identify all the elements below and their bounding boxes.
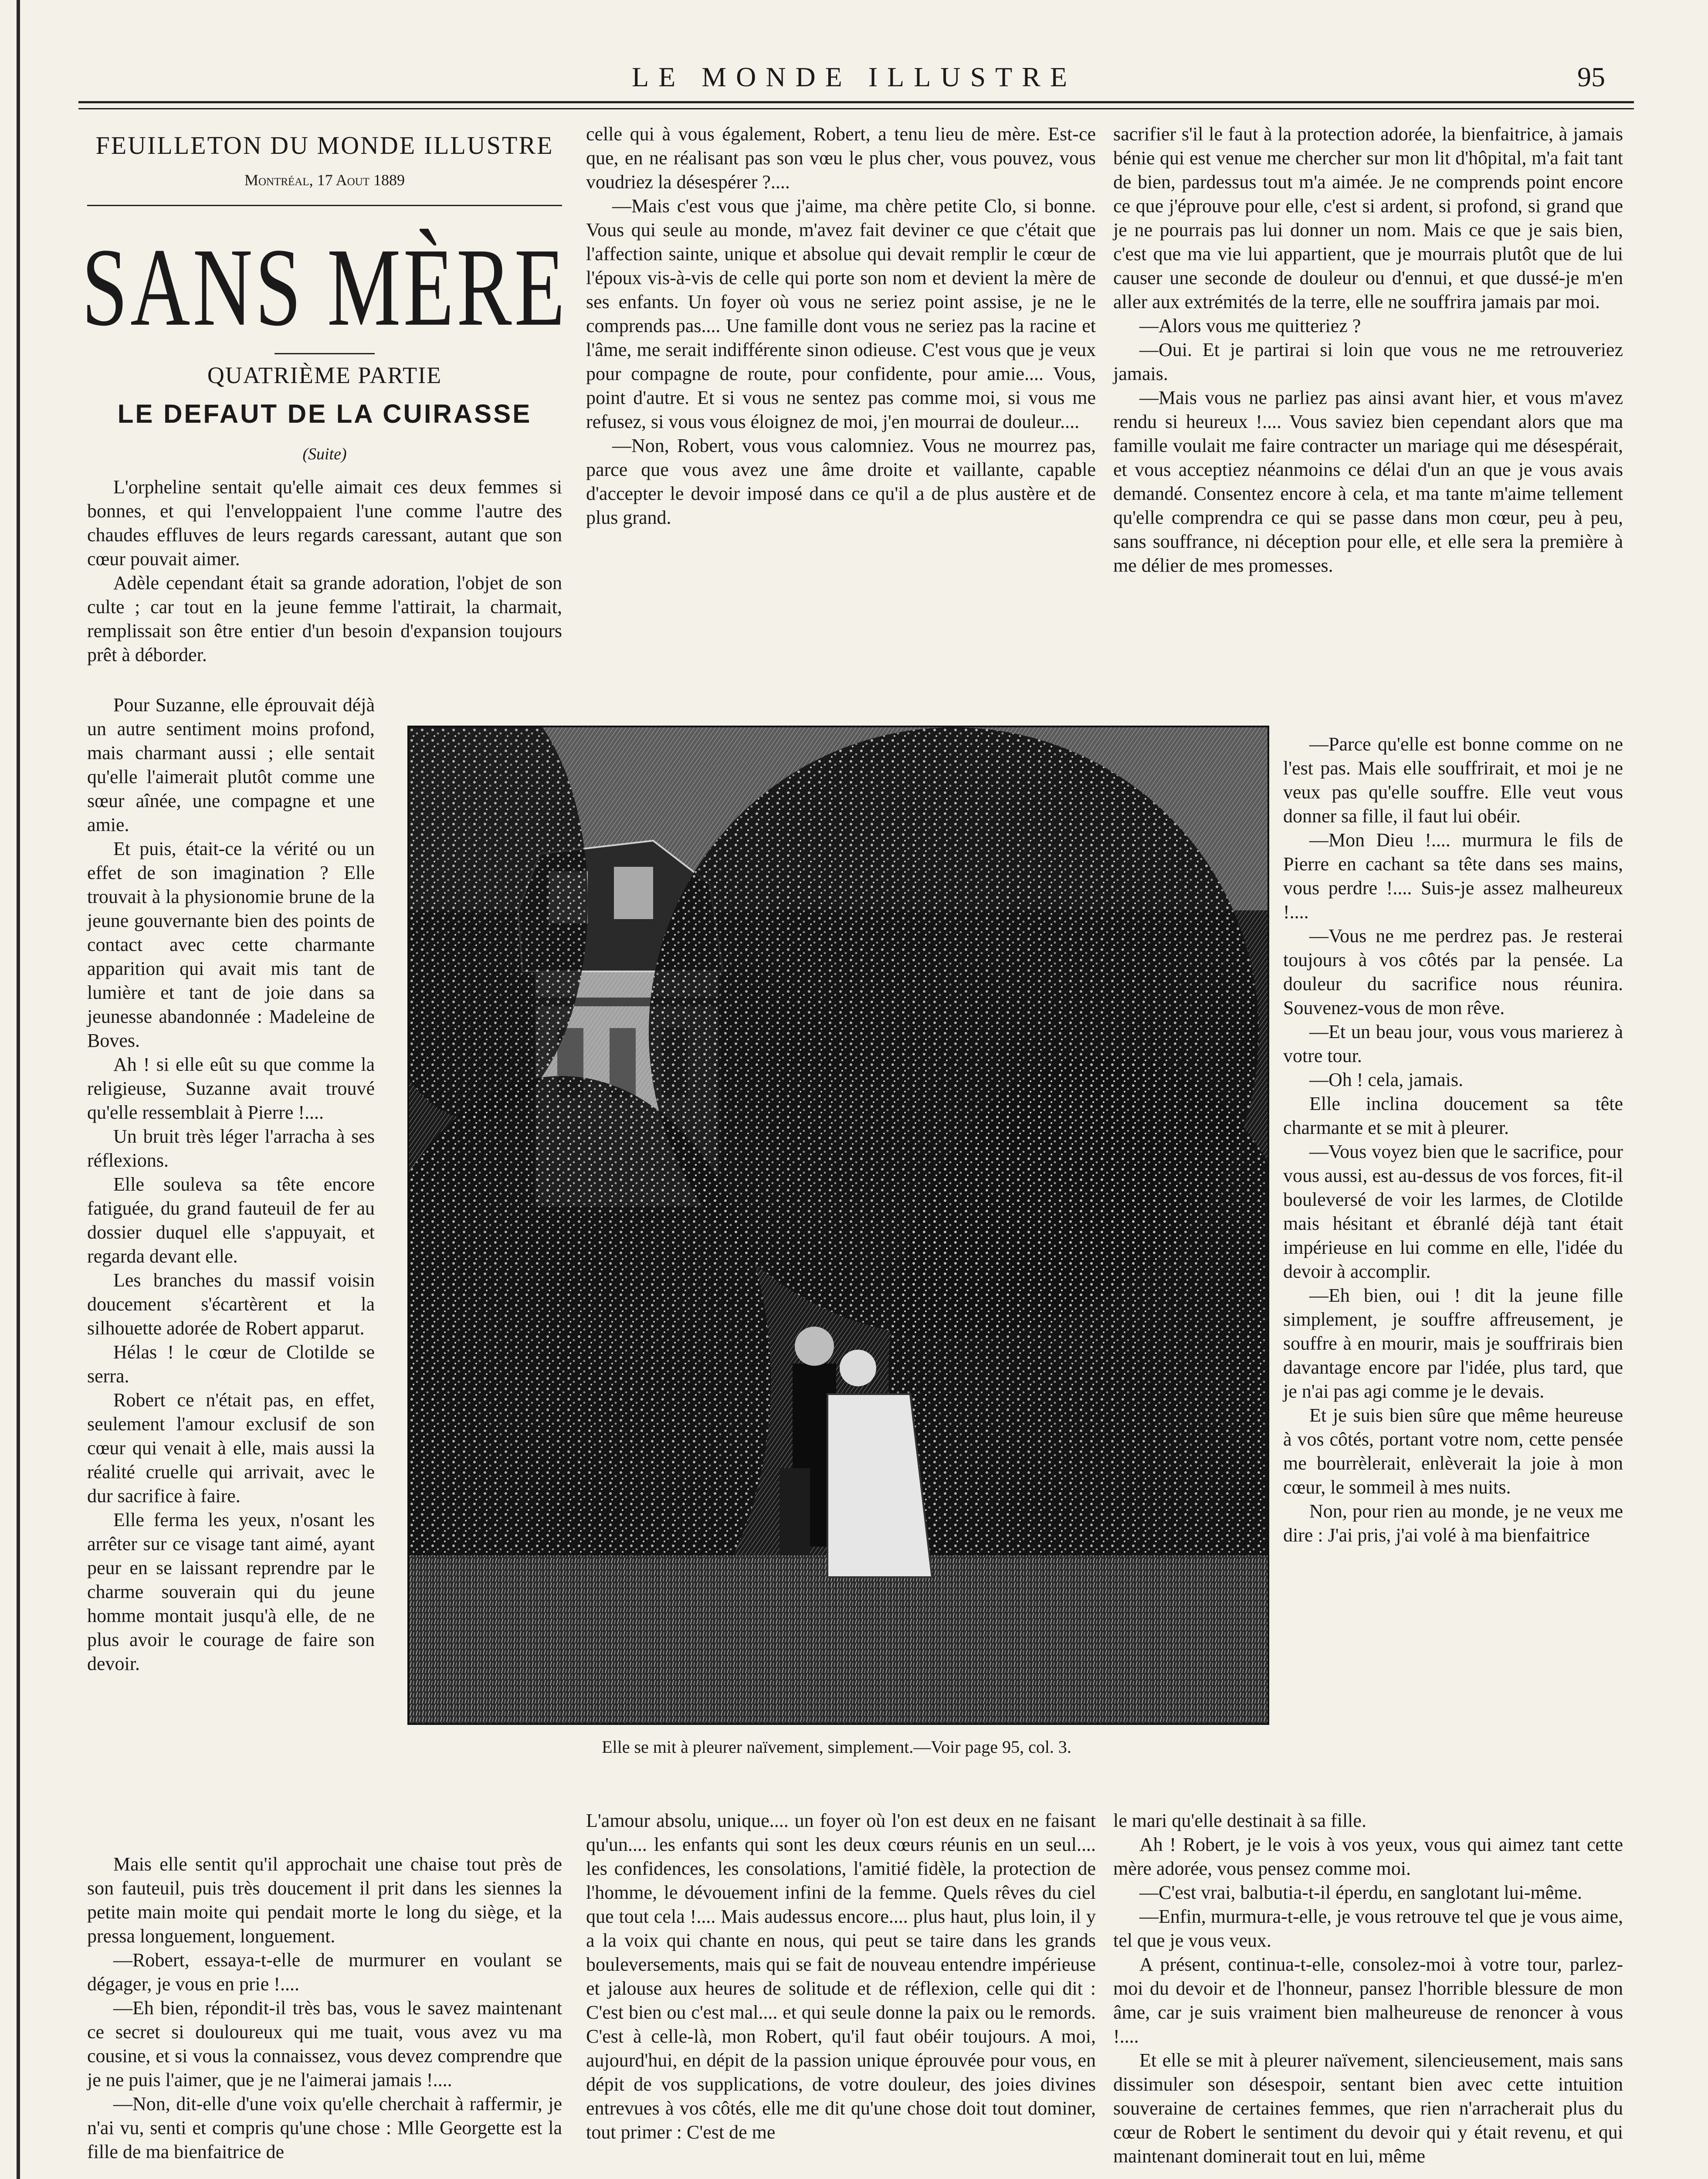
column-1-bottom bbox=[87, 1852, 562, 2164]
column-3-bottom bbox=[1113, 1809, 1623, 2168]
paragraph: Les branches du massif voisin doucement s'écartèrent et la silhouette adorée de Robert apparut. bbox=[87, 1269, 375, 1339]
paragraph: —Alors vous me quitteriez ? bbox=[1139, 315, 1361, 336]
newspaper-header-title: LE MONDE ILLUSTRE bbox=[632, 61, 1077, 92]
paragraph: Ah ! si elle eût su que comme la religieuse, Suzanne avait trouvé qu'elle ressemblait à Pierre !.... bbox=[87, 1054, 375, 1123]
column-1-narrow bbox=[87, 693, 375, 1676]
paragraph: celle qui à vous également, Robert, a tenu lieu de mère. Est-ce que, en ne réalisant pas son vœu le plus cher, vous pouvez, vous voudriez la désespérer ?.... bbox=[586, 123, 1096, 193]
paragraph: A présent, continua-t-elle, consolez-moi à votre tour, parlez-moi du devoir et de l'honneur, pansez l'horrible blessure de mon âme, car je suis vraiment bien malheureuse de renoncer à vous !.... bbox=[1113, 1954, 1623, 2047]
paragraph: Mais elle sentit qu'il approchait une chaise tout près de son fauteuil, puis très doucement il prit dans les siennes la petite main moite qui pendait morte le long du siège, et la pressa longuement, longuement. bbox=[87, 1853, 562, 1947]
paragraph: Non, pour rien au monde, je ne veux me dire : J'ai pris, j'ai volé à ma bienfaitrice bbox=[1283, 1500, 1623, 1546]
paragraph: —Mon Dieu !.... murmura le fils de Pierre en cachant sa tête dans ses mains, vous perdre !.... Suis-je assez malheureux !.... bbox=[1283, 829, 1623, 923]
paragraph: Hélas ! le cœur de Clotilde se serra. bbox=[87, 1341, 375, 1387]
paragraph: —Mais vous ne parliez pas ainsi avant hier, et vous m'avez rendu si heureux !.... Vous saviez bien cependant alors que ma famille voulait me faire contracter un mariage qui me désespérait, et vous acceptiez néanmoins ce délai d'un an que je vous avais demandé. Consentez encore à cela, et ma tante m'aime tellement qu'elle comprendra ce qui se passe dans mon cœur, peu à peu, sans souffrance, ni déception pour elle, et elle sera la première à me délier de mes promesses. bbox=[1113, 387, 1623, 576]
column-2-bottom bbox=[586, 1809, 1096, 2144]
paragraph: le mari qu'elle destinait à sa fille. bbox=[1113, 1810, 1366, 1831]
engraving-illustration bbox=[407, 726, 1269, 1725]
paragraph: —Mais c'est vous que j'aime, ma chère petite Clo, si bonne. Vous qui seule au monde, m'avez fait deviner ce que c'était que l'affection sainte, unique et absolue qui devait remplir le cœur de l'époux vis-à-vis de celle qui porte son nom et devient la mère de ses enfants. Un foyer où vous ne seriez point assise, je ne le comprends pas.... Une famille dont vous ne seriez pas la racine et l'âme, me serait indifférente sinon odieuse. C'est vous que je veux pour compagne de route, pour confidente, pour amie.... Vous, point d'autre. Et si vous ne sentez pas comme moi, si vous me refusez, si vous vous éloignez de moi, j'en mourrai de douleur.... bbox=[586, 195, 1096, 432]
chapter-subtitle: LE DEFAUT DE LA CUIRASSE bbox=[117, 399, 532, 428]
paragraph: Robert ce n'était pas, en effet, seulement l'amour exclusif de son cœur qui venait à elle, mais aussi la réalité cruelle qui arrivait, avec le dur sacrifice à faire. bbox=[87, 1389, 375, 1507]
paragraph: —Vous voyez bien que le sacrifice, pour vous aussi, est au-dessus de vos forces, fit-il bouleversé de voir les larmes, de Clotilde mais hésitant et ébranlé déjà tant était impérieuse en lui comme en elle, l'idée du devoir à accomplir. bbox=[1283, 1141, 1623, 1282]
feuilleton-label: FEUILLETON DU MONDE ILLUSTRE bbox=[95, 131, 554, 160]
paragraph: —Eh bien, oui ! dit la jeune fille simplement, je souffre affreusement, je souffre à en mourir, mais je souffrirais bien davantage encore par l'idée, plus tard, que je n'ai pas agi comme je le devais. bbox=[1283, 1285, 1623, 1402]
paragraph: —Parce qu'elle est bonne comme on ne l'est pas. Mais elle souffrirait, et moi je ne veux pas qu'elle souffre. Elle veut vous donner sa fille, il faut lui obéir. bbox=[1283, 733, 1623, 827]
dateline: Montréal, 17 Aout 1889 bbox=[244, 171, 405, 189]
paragraph: —Vous ne me perdrez pas. Je resterai toujours à vos côtés par la pensée. La douleur du sacrifice nous réunira. Souvenez-vous de mon rêve. bbox=[1283, 925, 1623, 1018]
paragraph: —Non, Robert, vous vous calomniez. Vous ne mourrez pas, parce que vous avez une âme droite et vaillante, capable d'accepter le devoir imposé dans ce qu'il a de plus austère et de plus grand. bbox=[586, 435, 1096, 528]
column-3-narrow bbox=[1283, 732, 1623, 1547]
paragraph: Et elle se mit à pleurer naïvement, silencieusement, mais sans dissimuler son désespoir, sentant bien avec cette intuition souveraine de certaines femmes, que rien n'arracherait plus du cœur de Robert le sentiment du devoir qui y était revenu, et qui maintenant dominerait tout en lui, même bbox=[1113, 2050, 1623, 2167]
paragraph: Ah ! Robert, je le vois à vos yeux, vous qui aimez tant cette mère adorée, vous pensez comme moi. bbox=[1113, 1834, 1623, 1879]
illustration-caption: Elle se mit à pleurer naïvement, simplement.—Voir page 95, col. 3. bbox=[602, 1737, 1071, 1757]
paragraph: Elle souleva sa tête encore fatiguée, du grand fauteuil de fer au dossier duquel elle s'appuyait, et regarda devant elle. bbox=[87, 1174, 375, 1267]
paragraph: —C'est vrai, balbutia-t-il éperdu, en sanglotant lui-même. bbox=[1139, 1882, 1582, 1903]
paragraph: L'amour absolu, unique.... un foyer où l'on est deux en ne faisant qu'un.... les enfants qui sont les deux cœurs réunis en un seul.... les confidences, les consolations, l'amitié fidèle, la protection de l'homme, le dévouement infini de la femme. Quels rêves du ciel que tout cela !.... Mais audessus encore.... plus haut, plus loin, il y a la voix qui chante en nous, qui peut se taire dans les grands bouleversements, mais qui se fait de nouveau entendre impérieuse et jalouse aux heures de solitude et de réflexion, celle qui dit : C'est bien ou c'est mal.... et qui seule donne la paix ou le remords. C'est à celle-là, mon Robert, qu'il faut obéir toujours. A moi, aujourd'hui, en dépit de la passion unique éprouvée pour vous, en dépit de vos supplications, de votre douleur, des joies divines entrevues à vos côtés, elle me dit qu'une chose doit tout dominer, tout primer : C'est de me bbox=[586, 1810, 1096, 2143]
paragraph: Adèle cependant était sa grande adoration, l'objet de son culte ; car tout en la jeune femme l'attirait, la charmait, remplissait son être entier d'un besoin d'expansion toujours prêt à déborder. bbox=[87, 572, 562, 665]
feuilleton-separator bbox=[87, 205, 562, 206]
header-rule-bottom bbox=[78, 108, 1634, 109]
paragraph: —Et un beau jour, vous vous marierez à votre tour. bbox=[1283, 1021, 1623, 1066]
column-2-top bbox=[586, 122, 1096, 529]
page-binding-edge bbox=[17, 0, 20, 2179]
paragraph: Elle inclina doucement sa tête charmante et se mit à pleurer. bbox=[1283, 1093, 1623, 1138]
paragraph: —Robert, essaya-t-elle de murmurer en voulant se dégager, je vous en prie !.... bbox=[87, 1949, 562, 1995]
suite-note: (Suite) bbox=[302, 445, 347, 463]
column-3-top bbox=[1113, 122, 1623, 577]
story-part: QUATRIÈME PARTIE bbox=[207, 362, 442, 388]
paragraph: Pour Suzanne, elle éprouvait déjà un autre sentiment moins profond, mais charmant aussi ; elle sentait qu'elle l'aimerait plutôt comme une sœur aînée, une compagne et une amie. bbox=[87, 694, 375, 835]
header-rule-top bbox=[78, 101, 1634, 103]
paragraph: L'orpheline sentait qu'elle aimait ces deux femmes si bonnes, et qui l'enveloppaient l'une comme l'autre des chaudes effluves de leurs regards caressant, autant que son cœur pouvait aimer. bbox=[87, 476, 562, 570]
title-dash bbox=[274, 353, 375, 354]
paragraph: —Enfin, murmura-t-elle, je vous retrouve tel que je vous aime, tel que je vous veux. bbox=[1113, 1906, 1623, 1951]
paragraph: —Oh ! cela, jamais. bbox=[1309, 1069, 1464, 1090]
paragraph: Un bruit très léger l'arracha à ses réflexions. bbox=[87, 1126, 375, 1171]
paragraph: sacrifier s'il le faut à la protection adorée, la bienfaitrice, à jamais bénie qui est venue me chercher sur mon lit d'hôpital, m'a fait tant de bien, pardessus tout m'a aimée. Je ne comprends point encore ce que j'éprouve pour elle, c'est si ardent, si profond, si grand que je ne pourrais pas lui donner un nom. Mais ce que je sais bien, c'est que ma vie lui appartient, que je mourrais plutôt que de lui causer une seconde de douleur ou d'ennui, et que dussé-je m'en aller aux extrémités de la terre, elle ne souffrira jamais par moi. bbox=[1113, 123, 1623, 312]
paragraph: —Non, dit-elle d'une voix qu'elle cherchait à raffermir, je n'ai vu, senti et compris qu'une chose : Mlle Georgette est la fille de ma bienfaitrice de bbox=[87, 2093, 562, 2162]
paragraph: Et je suis bien sûre que même heureuse à vos côtés, portant votre nom, cette pensée me bourrèlerait, enlèverait la joie à mon cœur, le sommeil à mes nuits. bbox=[1283, 1405, 1623, 1498]
story-title: SANS MÈRE bbox=[81, 226, 568, 350]
page-number: 95 bbox=[1577, 61, 1605, 92]
paragraph: —Eh bien, répondit-il très bas, vous le savez maintenant ce secret si douloureux qui me tuait, vous avez vu ma cousine, et si vous la connaissez, vous devez comprendre que je ne puis l'aimer, que je ne l'aimerai jamais !.... bbox=[87, 1997, 562, 2091]
column-1-top bbox=[87, 475, 562, 667]
paragraph: Et puis, était-ce la vérité ou un effet de son imagination ? Elle trouvait à la physionomie brune de la jeune gouvernante bien des points de contact avec cette charmante apparition qui avait mis tant de lumière et tant de joie dans sa jeunesse abandonnée : Madeleine de Boves. bbox=[87, 838, 375, 1051]
paragraph: Elle ferma les yeux, n'osant les arrêter sur ce visage tant aimé, ayant peur en se laissant reprendre par le charme souverain qui du jeune homme montait jusqu'à elle, de ne plus avoir le courage de faire son devoir. bbox=[87, 1509, 375, 1674]
paragraph: —Oui. Et je partirai si loin que vous ne me retrouveriez jamais. bbox=[1113, 339, 1623, 384]
garden-scene-engraving bbox=[409, 727, 1267, 1723]
